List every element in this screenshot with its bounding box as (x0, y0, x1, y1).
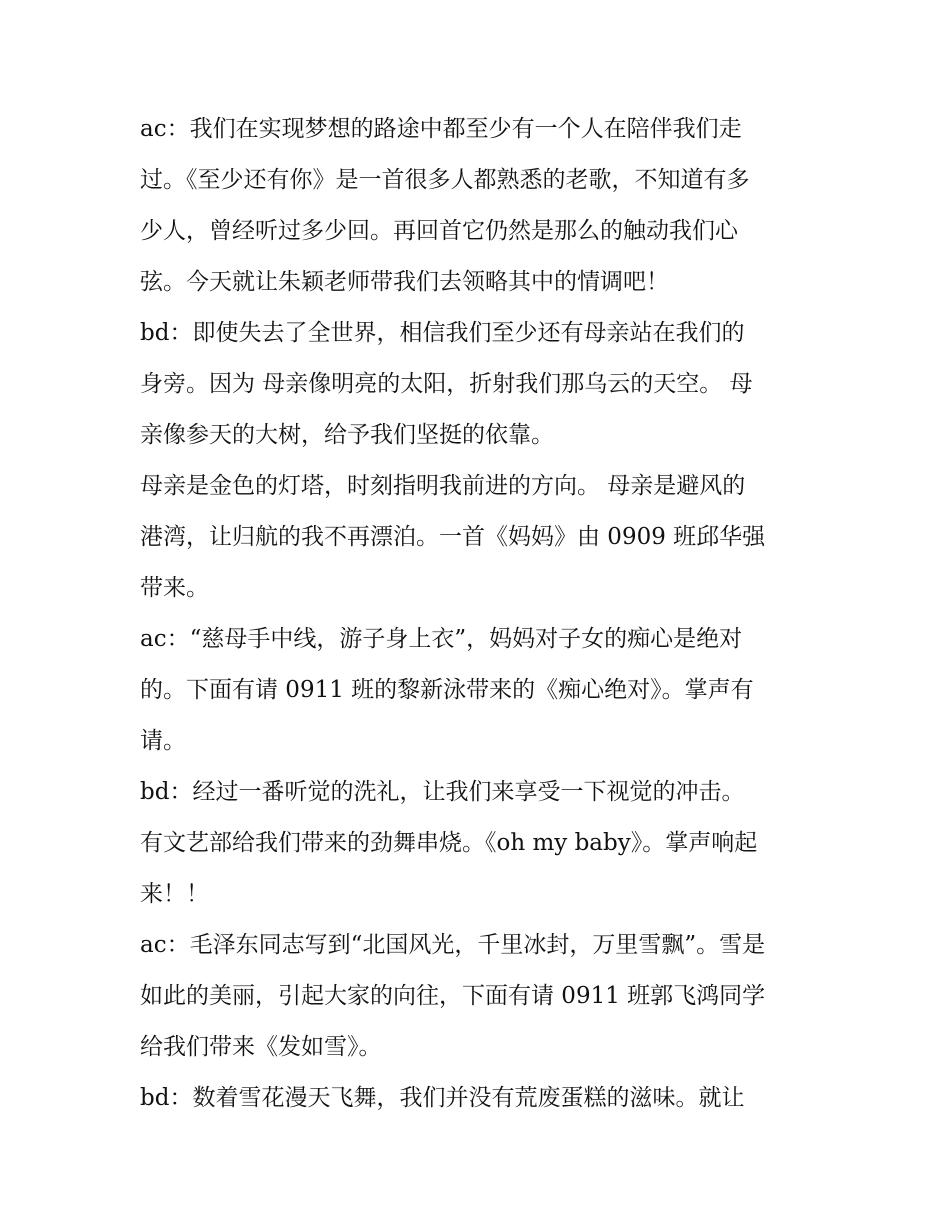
text-line: 少人，曾经听过多少回。再回首它仍然是那么的触动我们心 (140, 218, 738, 244)
text-line: 过。《至少还有你》是一首很多人都熟悉的老歌，不知道有多 (140, 167, 750, 193)
text-line: 弦。今天就让朱颖老师带我们去领略其中的情调吧！ (140, 269, 669, 295)
text-line: 有文艺部给我们带来的劲舞串烧。《oh my baby》。掌声响起 (140, 830, 758, 856)
text-line: ac：毛泽东同志写到“北国风光，千里冰封，万里雪飘”。雪是 (140, 932, 766, 958)
text-line: 请。 (140, 728, 186, 754)
text-line: ac：我们在实现梦想的路途中都至少有一个人在陪伴我们走 (140, 116, 742, 142)
text-line: bd：经过一番听觉的洗礼，让我们来享受一下视觉的冲击。 (140, 779, 745, 805)
text-line: 身旁。因为 母亲像明亮的太阳，折射我们那乌云的天空。 母 (140, 371, 753, 397)
text-line: 港湾，让归航的我不再漂泊。一首《妈妈》由 0909 班邱华强 (140, 524, 766, 550)
text-line: 带来。 (140, 575, 209, 601)
text-line: ac：“慈母手中线，游子身上衣”，妈妈对子女的痴心是绝对 (140, 626, 743, 652)
text-line: 给我们带来《发如雪》。 (140, 1034, 382, 1060)
script-text (140, 104, 820, 1124)
text-line: bd：数着雪花漫天飞舞，我们并没有荒废蛋糕的滋味。就让 (140, 1085, 745, 1111)
text-line: 亲像参天的大树，给予我们坚挺的依靠。 (140, 422, 554, 448)
text-line: 如此的美丽，引起大家的向往，下面有请 0911 班郭飞鸿同学 (140, 983, 766, 1009)
text-line: 母亲是金色的灯塔，时刻指明我前进的方向。 母亲是避风的 (140, 473, 746, 499)
text-line: 来！！ (140, 881, 209, 907)
text-line: 的。下面有请 0911 班的黎新泳带来的《痴心绝对》。掌声有 (140, 677, 754, 703)
text-line: bd：即使失去了全世界，相信我们至少还有母亲站在我们的 (140, 320, 745, 346)
